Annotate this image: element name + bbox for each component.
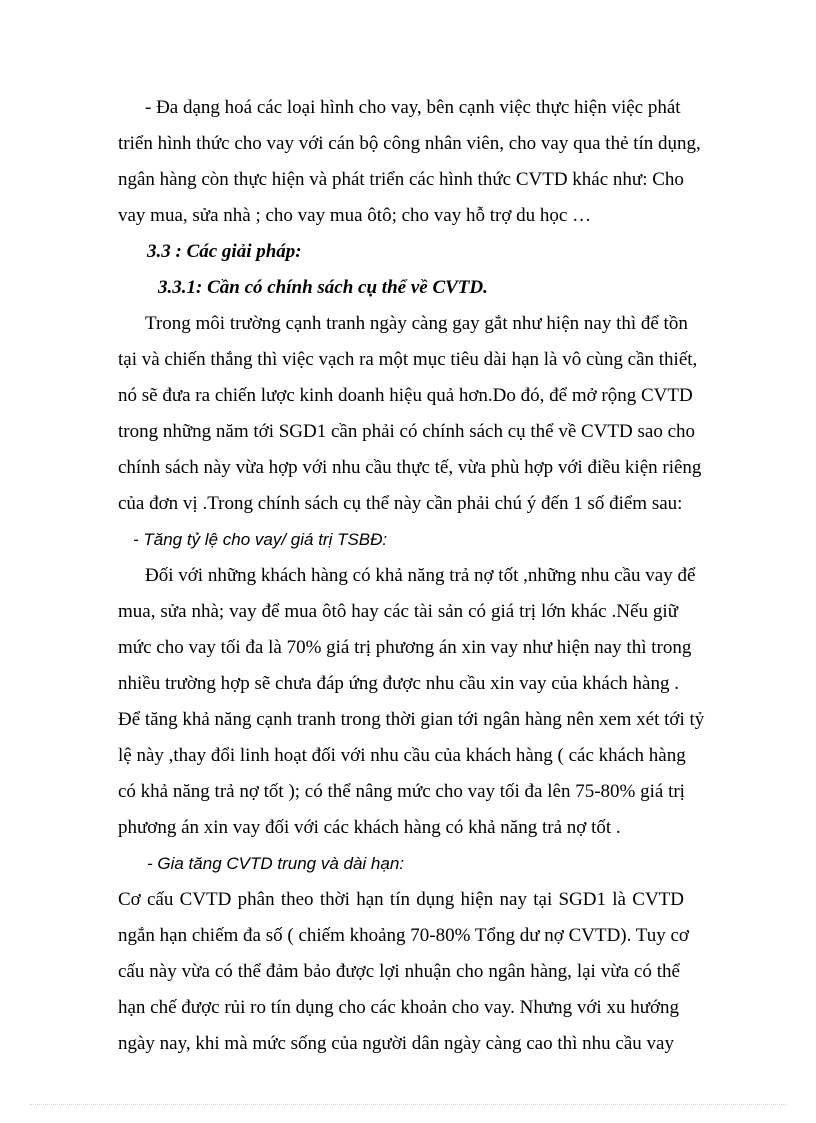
policy-line-6: của đơn vị .Trong chính sách cụ thể này cần phải chú ý đến 1 số điểm sau: [118,493,683,514]
intro-line-3: ngân hàng còn thực hiện và phát triển các hình thức CVTD khác như: Cho [118,169,684,190]
item2-line-3: cấu này vừa có thể đảm bảo được lợi nhuận cho ngân hàng, lại vừa có thể [118,961,680,982]
item2-line-4: hạn chế được rủi ro tín dụng cho các khoản cho vay. Nhưng với xu hướng [118,997,680,1018]
policy-line-2: tại và chiến thắng thì việc vạch ra một mục tiêu dài hạn là vô cùng cần thiết, [118,349,698,370]
section-heading: 3.3 : Các giải pháp: [147,241,302,262]
item1-line-1: Đối với những khách hàng có khả năng trả nợ tốt ,những nhu cầu vay để [145,565,696,586]
intro-line-1: - Đa dạng hoá các loại hình cho vay, bên cạnh việc thực hiện việc phát [145,97,681,118]
item1-line-6: lệ này ,thay đổi linh hoạt đối với nhu cầu của khách hàng ( các khách hàng [118,745,686,766]
item1-line-8: phương án xin vay đối với các khách hàng có khả năng trả nợ tốt . [118,817,621,838]
intro-line-2: triển hình thức cho vay với cán bộ công nhân viên, cho vay qua thẻ tín dụng, [118,133,701,154]
item1-line-7: có khả năng trả nợ tốt ); có thể nâng mức cho vay tối đa lên 75-80% giá trị [118,781,685,802]
policy-line-4: trong những năm tới SGD1 cần phải có chính sách cụ thể về CVTD sao cho [118,421,696,442]
item1-line-2: mua, sửa nhà; vay để mua ôtô hay các tài sản có giá trị lớn khác .Nếu giữ [118,601,678,622]
item1-title: - Tăng tỷ lệ cho vay/ giá trị TSBĐ: [133,530,388,549]
intro-line-4: vay mua, sửa nhà ; cho vay mua ôtô; cho vay hỗ trợ du học … [118,205,592,226]
subsection-heading: 3.3.1: Cần có chính sách cụ thể về CVTD. [158,277,488,298]
item2-line-5: ngày nay, khi mà mức sống của người dân ngày càng cao thì nhu cầu vay [118,1033,674,1054]
item2-line-1: Cơ cấu CVTD phân theo thời hạn tín dụng hiện nay tại SGD1 là CVTD [118,889,684,910]
policy-line-5: chính sách này vừa hợp với nhu cầu thực tế, vừa phù hợp với điều kiện riêng [118,457,702,478]
item2-line-2: ngắn hạn chiếm đa số ( chiếm khoảng 70-80% Tổng dư nợ CVTD). Tuy cơ [118,925,689,946]
item2-title: - Gia tăng CVTD trung và dài hạn: [147,854,405,873]
page-bottom-rule [30,1104,786,1105]
item1-line-5: Để tăng khả năng cạnh tranh trong thời gian tới ngân hàng nên xem xét tới tỷ [118,709,705,730]
policy-line-1: Trong môi trường cạnh tranh ngày càng gay gắt như hiện nay thì để tồn [145,313,688,334]
policy-line-3: nó sẽ đưa ra chiến lược kinh doanh hiệu quả hơn.Do đó, để mở rộng CVTD [118,385,693,406]
item1-line-3: mức cho vay tối đa là 70% giá trị phương án xin vay như hiện nay thì trong [118,637,692,658]
item1-line-4: nhiều trường hợp sẽ chưa đáp ứng được nhu cầu xin vay của khách hàng . [118,673,679,694]
